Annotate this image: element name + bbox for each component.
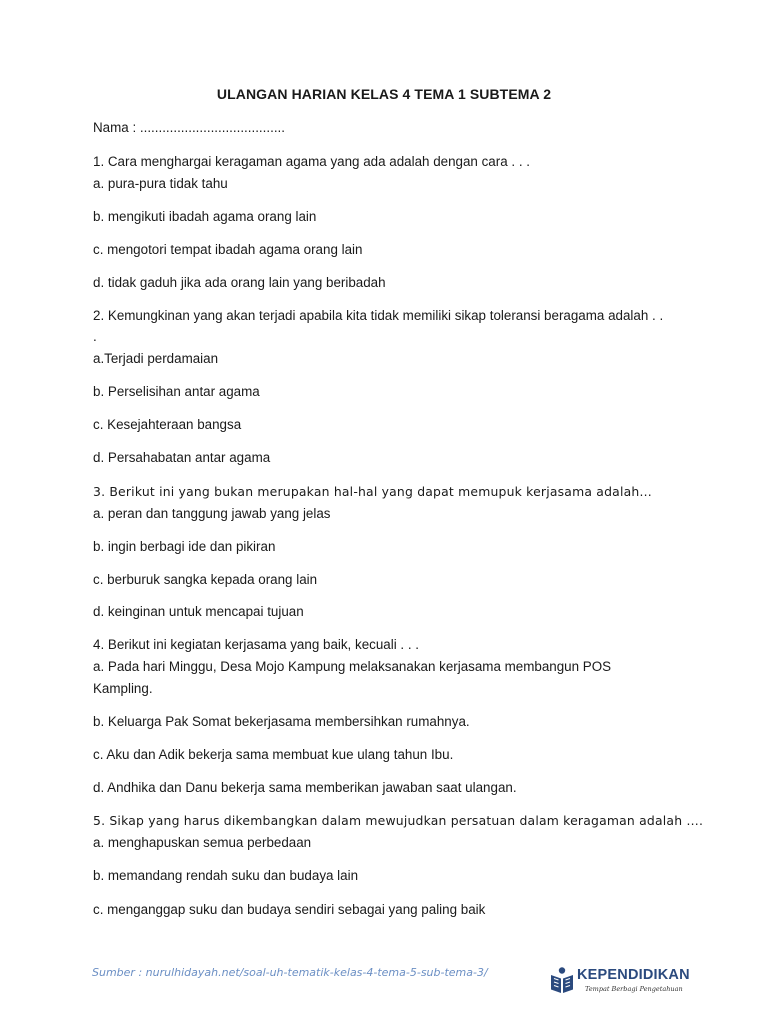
option-5a: a. menghapuskan semua perbedaan — [93, 835, 312, 850]
option-4c: c. Aku dan Adik bekerja sama membuat kue ulang tahun Ibu. — [93, 747, 454, 762]
option-3d: d. keinginan untuk mencapai tujuan — [93, 604, 304, 619]
question-3: 3. Berikut ini yang bukan merupakan hal-hal yang dapat memupuk kerjasama adalah… — [93, 484, 653, 499]
question-2-continuation: . — [93, 329, 97, 344]
page-title: ULANGAN HARIAN KELAS 4 TEMA 1 SUBTEMA 2 — [216, 86, 552, 102]
option-4a: a. Pada hari Minggu, Desa Mojo Kampung melaksanakan kerjasama membangun POS — [93, 659, 612, 674]
kependidikan-logo — [549, 966, 690, 998]
question-4: 4. Berikut ini kegiatan kerjasama yang baik, kecuali . . . — [93, 637, 420, 652]
option-2d: d. Persahabatan antar agama — [93, 450, 271, 465]
option-1a: a. pura-pura tidak tahu — [93, 176, 228, 191]
option-3c: c. berburuk sangka kepada orang lain — [93, 572, 318, 587]
option-3b: b. ingin berbagi ide dan pikiran — [93, 539, 276, 554]
option-4b: b. Keluarga Pak Somat bekerjasama membersihkan rumahnya. — [93, 714, 470, 729]
question-1: 1. Cara menghargai keragaman agama yang ada adalah dengan cara . . . — [93, 154, 530, 169]
option-1c: c. mengotori tempat ibadah agama orang lain — [93, 242, 363, 257]
option-5c: c. menganggap suku dan budaya sendiri sebagai yang paling baik — [93, 902, 486, 917]
option-4a-continuation: Kampling. — [93, 681, 153, 696]
option-3a: a. peran dan tanggung jawab yang jelas — [93, 506, 331, 521]
option-4d: d. Andhika dan Danu bekerja sama memberikan jawaban saat ulangan. — [93, 780, 517, 795]
option-1d: d. tidak gaduh jika ada orang lain yang beribadah — [93, 275, 386, 290]
name-line: Nama : ....................................... — [93, 120, 285, 135]
question-2: 2. Kemungkinan yang akan terjadi apabila kita tidak memiliki sikap toleransi beragama adalah . . — [93, 308, 664, 323]
option-2c: c. Kesejahteraan bangsa — [93, 417, 242, 432]
option-1b: b. mengikuti ibadah agama orang lain — [93, 209, 317, 224]
option-5b: b. memandang rendah suku dan budaya lain — [93, 868, 359, 883]
book-person-icon — [549, 966, 575, 994]
logo-name: KEPENDIDIKAN — [577, 967, 690, 983]
question-5: 5. Sikap yang harus dikembangkan dalam mewujudkan persatuan dalam keragaman adalah …. — [93, 813, 704, 828]
source-link[interactable]: Sumber : nurulhidayah.net/soal-uh-tematik-kelas-4-tema-5-sub-tema-3/ — [92, 966, 488, 979]
logo-tagline: Tempat Berbagi Pengetahuan — [585, 985, 683, 993]
option-2b: b. Perselisihan antar agama — [93, 384, 260, 399]
option-2a: a.Terjadi perdamaian — [93, 351, 219, 366]
